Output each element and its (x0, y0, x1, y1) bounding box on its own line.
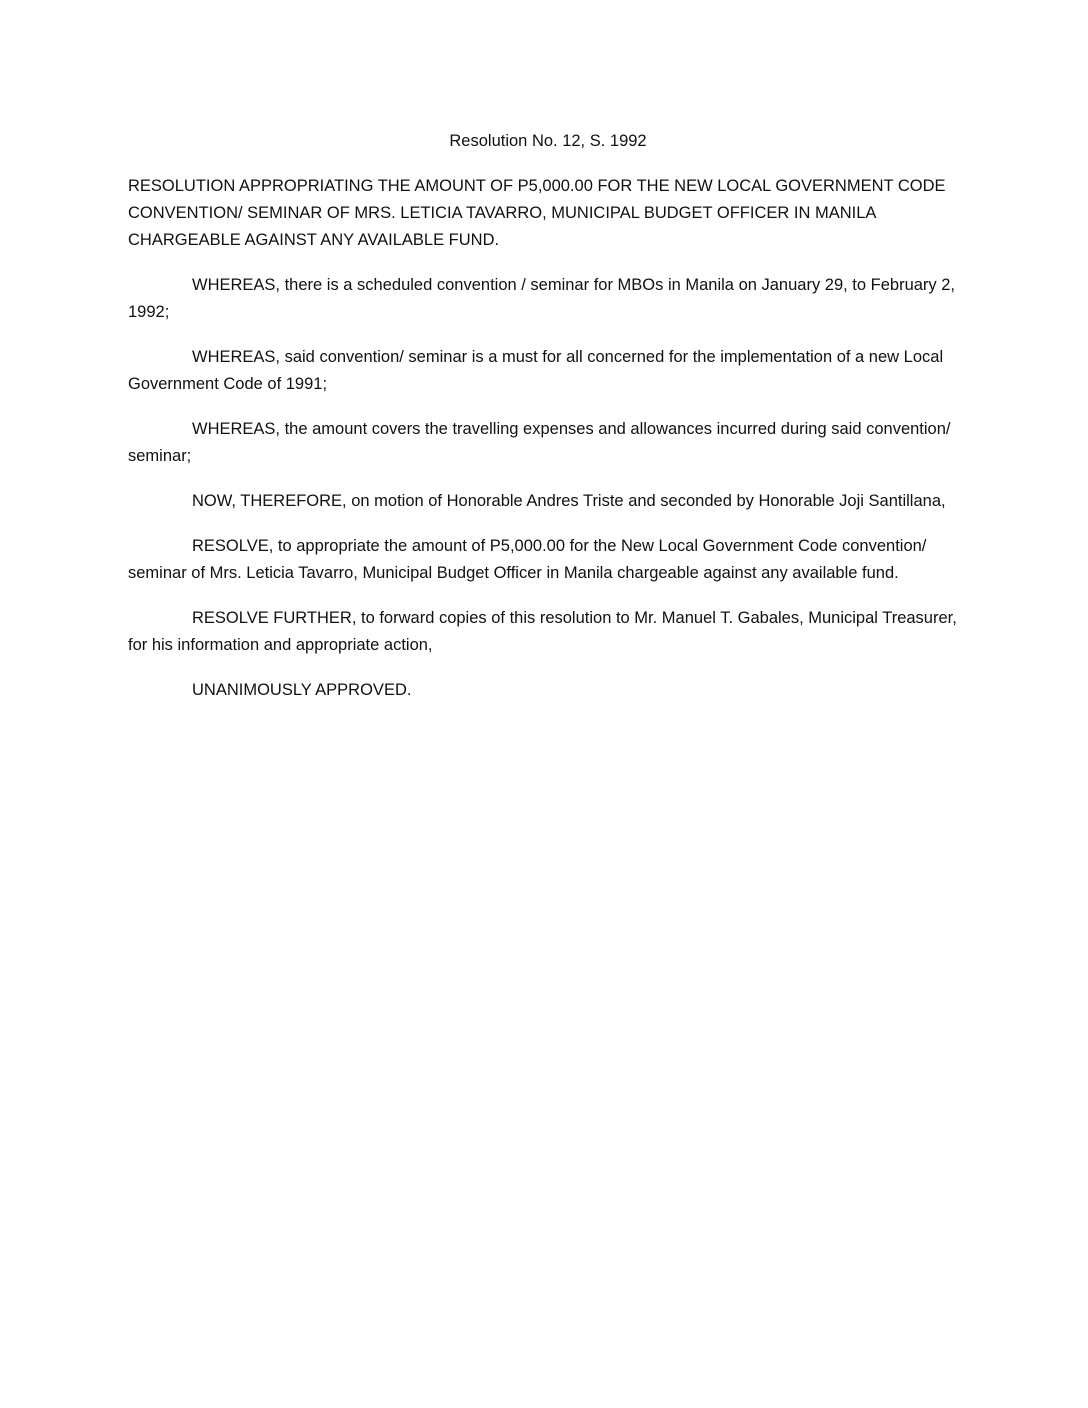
resolution-title: Resolution No. 12, S. 1992 (449, 132, 647, 150)
whereas-paragraph-2: WHEREAS, said convention/ seminar is a must for all concerned for the implementation of a new Local Government Code of 1991; (128, 348, 944, 393)
document-body (128, 128, 968, 722)
resolve-paragraph: RESOLVE, to appropriate the amount of P5,000.00 for the New Local Government Code convention/ seminar of Mrs. Leticia Tavarro, Municipal Budget Officer in Manila chargeable against any available fund. (128, 537, 927, 582)
whereas-paragraph-1: WHEREAS, there is a scheduled convention / seminar for MBOs in Manila on January 29, to February 2, 1992; (128, 276, 956, 321)
resolution-heading: RESOLUTION APPROPRIATING THE AMOUNT OF P5,000.00 FOR THE NEW LOCAL GOVERNMENT CODE CONVENTION/ SEMINAR OF MRS. LETICIA TAVARRO, MUNICIPAL BUDGET OFFICER IN MANILA CHARGEABLE AGAINST ANY AVAILABLE FUND. (128, 177, 946, 249)
whereas-paragraph-3: WHEREAS, the amount covers the travelling expenses and allowances incurred during said convention/ seminar; (128, 420, 951, 465)
motion-paragraph: NOW, THEREFORE, on motion of Honorable Andres Triste and seconded by Honorable Joji Santillana, (192, 492, 946, 510)
resolve-further-paragraph: RESOLVE FURTHER, to forward copies of this resolution to Mr. Manuel T. Gabales, Municipal Treasurer, for his information and appropriate action, (128, 609, 957, 654)
approval-statement: UNANIMOUSLY APPROVED. (192, 681, 412, 699)
